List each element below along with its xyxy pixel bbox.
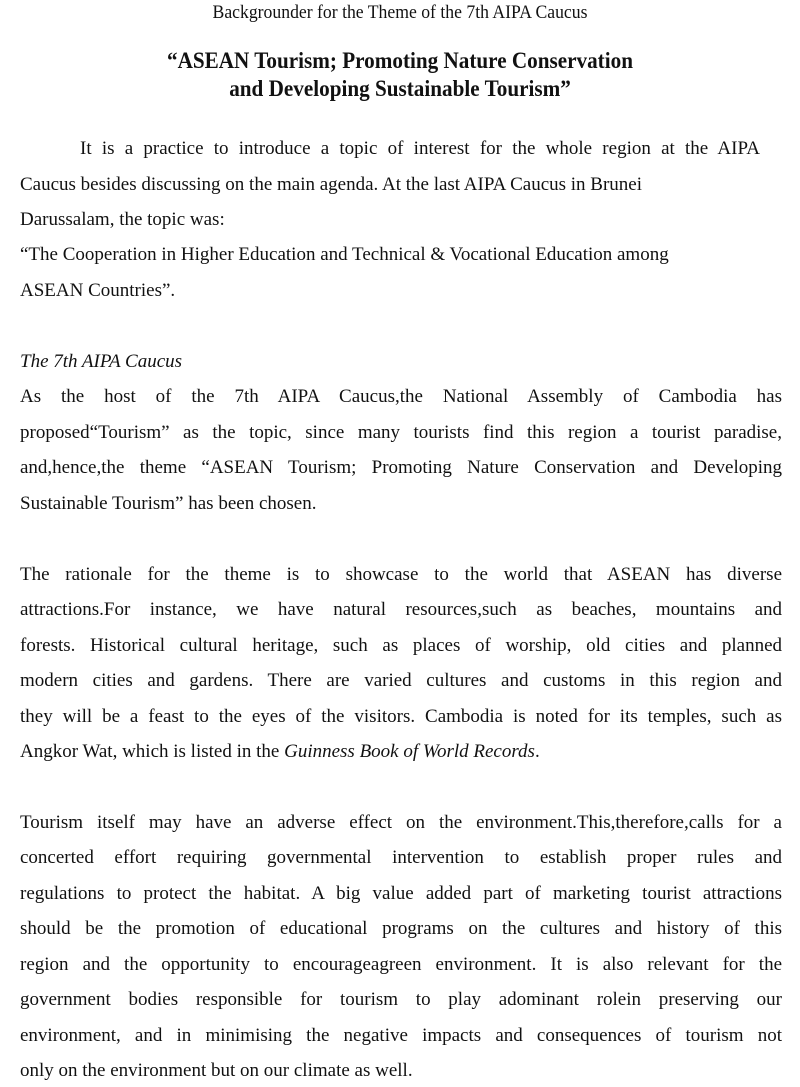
text-line: and,hence,the theme “ASEAN Tourism; Promoting Nature Conservation and Developing [20, 457, 782, 478]
text-line: attractions.For instance, we have natural resources,such as beaches, mountains and [20, 599, 782, 620]
section-heading: The 7th AIPA Caucus [20, 351, 183, 372]
text-line: should be the promotion of educational programs on the cultures and history of this [20, 918, 782, 939]
text-line: they will be a feast to the eyes of the visitors. Cambodia is noted for its temples, such as [20, 706, 782, 727]
text-line: region and the opportunity to encourageagreen environment. It is also relevant for the [20, 954, 782, 975]
text-line: environment, and in minimising the negative impacts and consequences of tourism not [20, 1025, 782, 1046]
text-line: Sustainable Tourism” has been chosen. [20, 493, 317, 514]
text-span: . [534, 741, 540, 762]
text-line: As the host of the 7th AIPA Caucus,the National Assembly of Cambodia has [20, 386, 782, 407]
text-line: concerted effort requiring governmental intervention to establish proper rules and [20, 847, 782, 868]
text-line: It is a practice to introduce a topic of interest for the whole region at the AIPA [80, 138, 760, 159]
text-line: Tourism itself may have an adverse effect on the environment.This,therefore,calls for a [20, 812, 782, 833]
text-line: forests. Historical cultural heritage, such as places of worship, old cities and planned [20, 635, 782, 656]
document-title-line-2: and Developing Sustainable Tourism” [229, 76, 571, 101]
text-line: ASEAN Countries”. [20, 280, 176, 301]
text-line: only on the environment but on our climate as well. [20, 1060, 413, 1081]
text-span: Angkor Wat, which is listed in the [20, 741, 285, 762]
document-subtitle: Backgrounder for the Theme of the 7th AIPA Caucus [212, 2, 588, 23]
document-title-line-1: “ASEAN Tourism; Promoting Nature Conservation [167, 48, 633, 73]
text-line: proposed“Tourism” as the topic, since many tourists find this region a tourist paradise, [20, 422, 782, 443]
text-line: modern cities and gardens. There are varied cultures and customs in this region and [20, 670, 782, 691]
text-line: Caucus besides discussing on the main agenda. At the last AIPA Caucus in Brunei [20, 174, 643, 195]
book-title: Guinness Book of World Records [284, 741, 535, 762]
text-line: “The Cooperation in Higher Education and Technical & Vocational Education among [20, 244, 669, 265]
text-line: The rationale for the theme is to showcase to the world that ASEAN has diverse [20, 564, 782, 585]
text-line: government bodies responsible for tourism to play adominant rolein preserving our [20, 989, 782, 1010]
text-line: regulations to protect the habitat. A big value added part of marketing tourist attractions [20, 883, 782, 904]
text-line [20, 740, 782, 764]
text-line: Darussalam, the topic was: [20, 209, 225, 230]
